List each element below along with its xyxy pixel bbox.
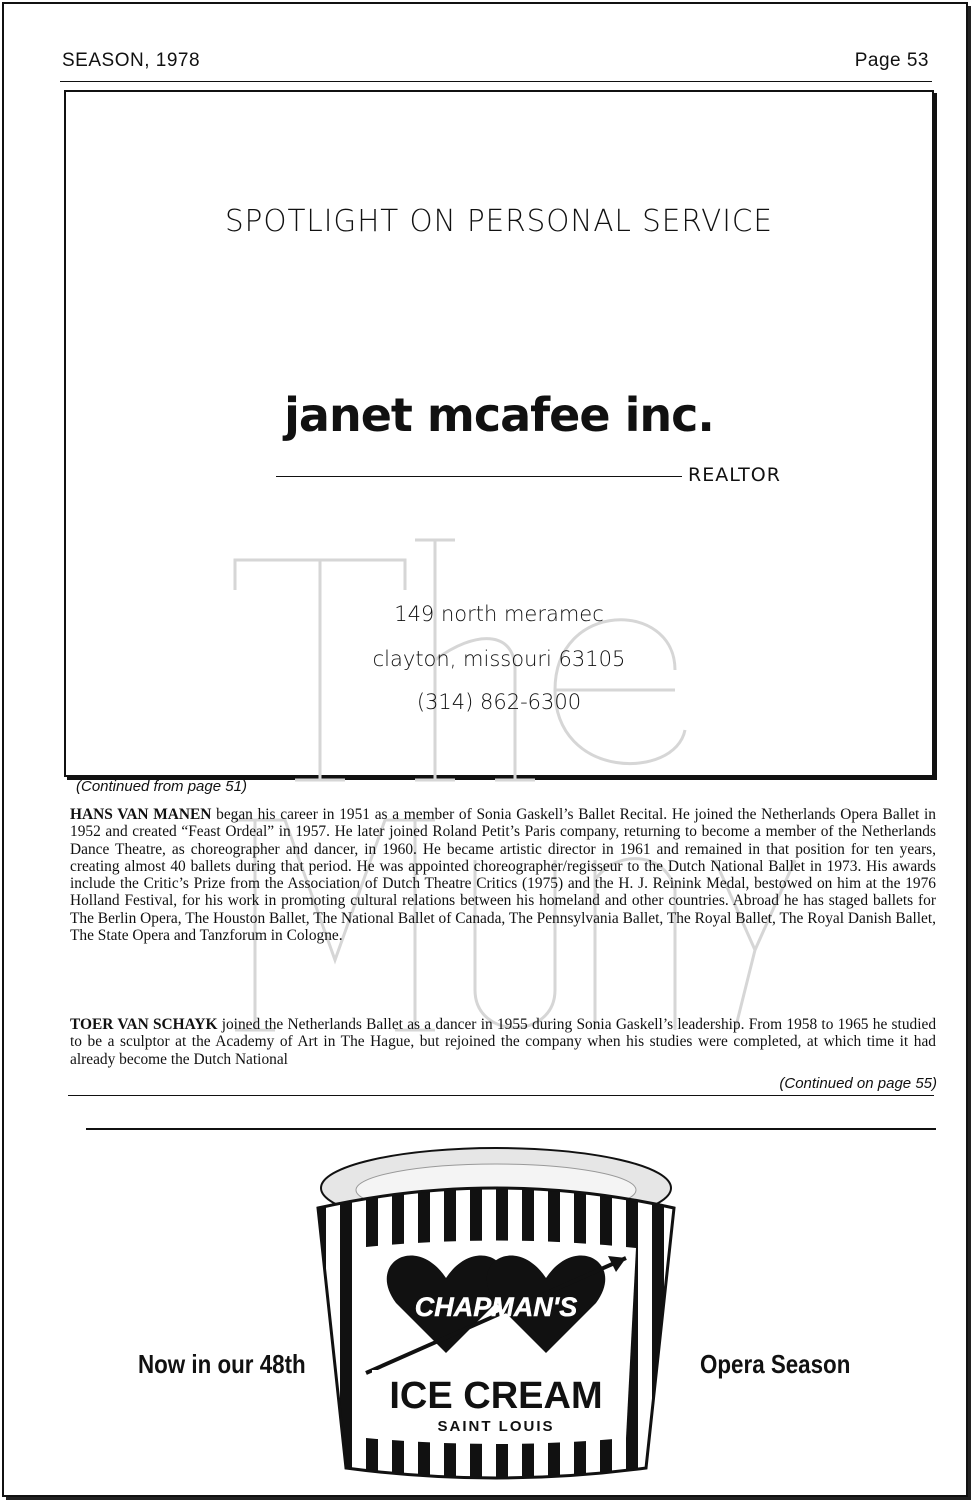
- continued-on-note: (Continued on page 55): [779, 1075, 937, 1092]
- carton-stripes: [296, 1178, 696, 1483]
- realtor-ad: [64, 90, 934, 777]
- realtor-rule: [276, 476, 682, 477]
- ad-tagline-right: Opera Season: [700, 1349, 851, 1379]
- city-text: SAINT LOUIS: [437, 1418, 555, 1435]
- bio-text: began his career in 1951 as a member of Sonia Gaskell’s Ballet Recital. He joined the Netherlands Opera Ballet in 1952 and created “Feast Ordeal” in 1957. He later joined Roland Petit’s Paris company, returning to become a member of the Netherlands Dance Theatre, as choreographer and dancer, in 1960. He became artistic director in 1961 and remained in that position for ten years, creating almost 40 ballets during that period. He was appointed choreographer/regisseur to the Dutch National Ballet in 1973. His awards include the Critic’s Prize from the Association of Dutch Theatre Critics (1975) and the H. J. Reinink Medal, bestowed on him at the 1976 Holland Festival, for his work in promoting cultural relations between his homeland and other countries. Abroad he has staged ballets for The Berlin Opera, The Houston Ballet, The National Ballet of Canada, The Pennsylvania Ballet, The Royal Ballet, The Royal Danish Ballet, The State Opera and Tanzforum in Cologne.: [70, 806, 936, 945]
- address-street: 149 north meramec: [394, 602, 604, 626]
- address-city: clayton, missouri 63105: [372, 647, 626, 671]
- bio-toer-van-schayk: [70, 1016, 936, 1068]
- header-rule: [60, 81, 932, 82]
- bio-name: TOER VAN SCHAYK: [70, 1016, 218, 1033]
- ice-cream-carton-illustration: [296, 1138, 696, 1483]
- firm-name: janet mcafee inc.: [284, 388, 714, 442]
- bio-name: HANS VAN MANEN: [70, 806, 212, 823]
- bio-text: joined the Netherlands Ballet as a dancer in 1955 during Sonia Gaskell’s leadership. From 1958 to 1965 he studied to be a sculptor at the Academy of Art in The Hague, but rejoined the company when his studies were completed, at which time it had already become the Dutch National: [70, 1016, 937, 1068]
- bio-hans-van-manen: [70, 806, 936, 944]
- article-end-rule: [68, 1095, 934, 1096]
- ad-top-rule: [86, 1128, 936, 1130]
- ad-headline: SPOTLIGHT ON PERSONAL SERVICE: [225, 204, 773, 239]
- brand-text: CHAPMAN'S: [414, 1292, 578, 1322]
- page-number: Page 53: [854, 50, 929, 71]
- continued-from-note: (Continued from page 51): [76, 778, 247, 795]
- phone-number: (314) 862-6300: [416, 690, 582, 714]
- running-head-season: SEASON, 1978: [62, 50, 201, 71]
- realtor-designation: REALTOR: [688, 464, 781, 486]
- ad-tagline-left: Now in our 48th: [138, 1349, 306, 1379]
- product-text: ICE CREAM: [389, 1375, 603, 1417]
